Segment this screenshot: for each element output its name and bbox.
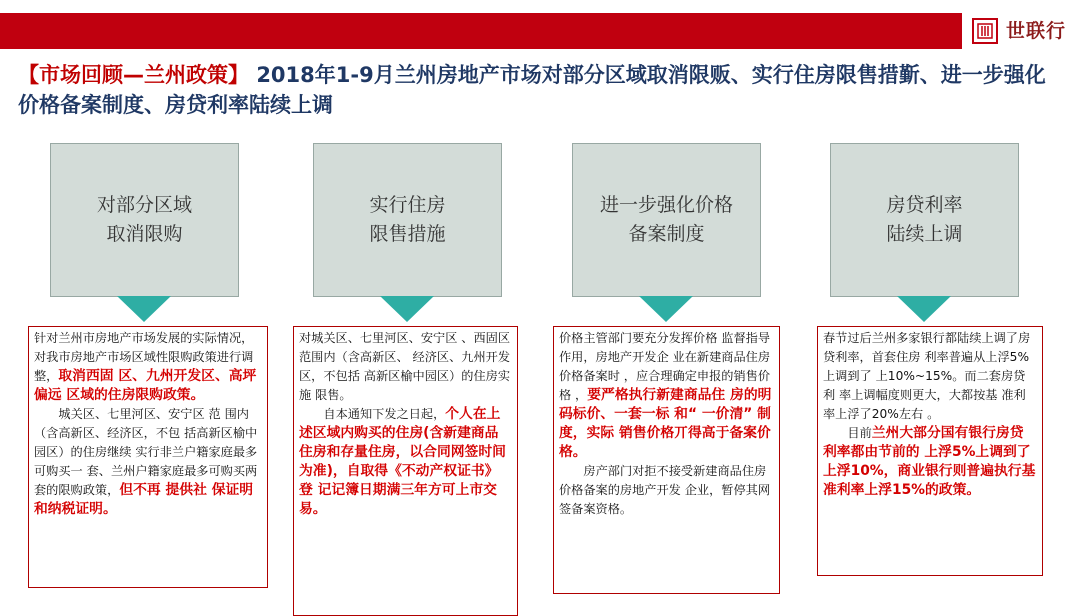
down-arrow-icon bbox=[639, 296, 693, 322]
down-arrow-icon bbox=[117, 296, 171, 322]
desc-paragraph bbox=[823, 329, 1037, 424]
desc-price-filing bbox=[553, 326, 780, 594]
desc-text: 对城关区、七里河区、安宁区 、西固区范围内（含高新区、 经济区、九州开发区，不包括 高新区榆中园区）的住房实施 限售。 bbox=[299, 331, 511, 402]
desc-highlight: 个人在上 述区域内购买的住房(含新建商品住房和存量住房，以合同网签时间为准)，自取得《不动产权证书》登 记记簿日期满三年方可上市交易。 bbox=[299, 406, 506, 517]
card-mortgage-rate bbox=[830, 143, 1019, 297]
page-title bbox=[18, 60, 1058, 120]
desc-highlight: 但不再 提供社 保证明和纳税证明。 bbox=[34, 482, 254, 517]
desc-paragraph bbox=[34, 405, 262, 519]
title-tag: 【市场回顾—兰州政策】 bbox=[18, 63, 249, 87]
desc-mortgage-rate bbox=[817, 326, 1043, 576]
desc-paragraph bbox=[34, 329, 262, 405]
card-line2: 取消限购 bbox=[106, 223, 183, 245]
down-arrow-icon bbox=[897, 296, 951, 322]
title-text: 2018年1-9月兰州房地产市场对部分区域取消限贩、实行住房限售措斳、进一步强化价格备案制度、房贷利率陆续上调 bbox=[18, 63, 1046, 117]
card-line1: 实行住房 bbox=[369, 194, 446, 216]
desc-paragraph bbox=[823, 424, 1037, 500]
card-line2: 备案制度 bbox=[628, 223, 705, 245]
card-line1: 进一步强化价格 bbox=[599, 194, 733, 216]
desc-text: 城关区、七里河区、安宁区 范 围内（含高新区、经济区，不包 括高新区榆中园区）的住房继续 实行非兰户籍家庭最多可购买一 套、兰州户籍家庭最多可购买两 套的限购政策， bbox=[34, 407, 258, 497]
desc-paragraph bbox=[299, 329, 512, 405]
desc-text: 价格主管部门要充分发挥价格 监督指导作用，房地产开发企 业在新建商品住房价格备案时 ，应合理确定申报的销售价格 ， bbox=[559, 331, 771, 402]
desc-text: 目前 bbox=[847, 426, 872, 440]
desc-highlight: 兰州大部分国有银行房贷利率都由节前的 上浮5%上调到了上浮10%，商业银行则普遍执行基准利率上浮15%的政策。 bbox=[823, 425, 1036, 498]
card-line1: 对部分区域 bbox=[96, 194, 192, 216]
down-arrow-icon bbox=[380, 296, 434, 322]
desc-highlight: 取消西固 区、九州开发区、高坪偏远 区域的住房限购政策。 bbox=[34, 368, 257, 403]
desc-text: 针对兰州市房地产市场发展的实际情况，对我市房地产市场区域性限购政策进行调整， bbox=[34, 331, 254, 383]
brand-logo-icon bbox=[972, 18, 998, 44]
card-sale-restriction bbox=[313, 143, 502, 297]
top-banner bbox=[0, 13, 962, 49]
desc-paragraph bbox=[559, 329, 774, 462]
card-price-filing bbox=[572, 143, 761, 297]
card-line2: 限售措施 bbox=[369, 223, 446, 245]
desc-text: 春节过后兰州多家银行都陆续上调了房贷利率，首套住房 利率普遍从上浮5%上调到了 上10%~15%。而二套房贷利 率上调幅度则更大，大都按基 准利率上浮了20%左右 。 bbox=[823, 331, 1031, 421]
desc-sale-restriction bbox=[293, 326, 518, 616]
desc-cancel-purchase-limit bbox=[28, 326, 268, 588]
desc-paragraph bbox=[559, 462, 774, 519]
desc-text: 房产部门对拒不接受新建商品住房价格备案的房地产开发 企业，暂停其网签备案资格。 bbox=[559, 464, 771, 516]
card-line2: 陆续上调 bbox=[886, 223, 963, 245]
card-line1: 房贷利率 bbox=[886, 194, 963, 216]
desc-highlight: 要严格执行新建商品住 房的明码标价、一套一标 和“ 一价清” 制度，实际 销售价格丌得高于备案价 格。 bbox=[559, 387, 772, 460]
desc-paragraph bbox=[299, 405, 512, 519]
brand-name: 世联行 bbox=[1006, 20, 1067, 42]
card-cancel-purchase-limit bbox=[50, 143, 239, 297]
desc-text: 自本通知下发之日起， bbox=[323, 407, 446, 421]
